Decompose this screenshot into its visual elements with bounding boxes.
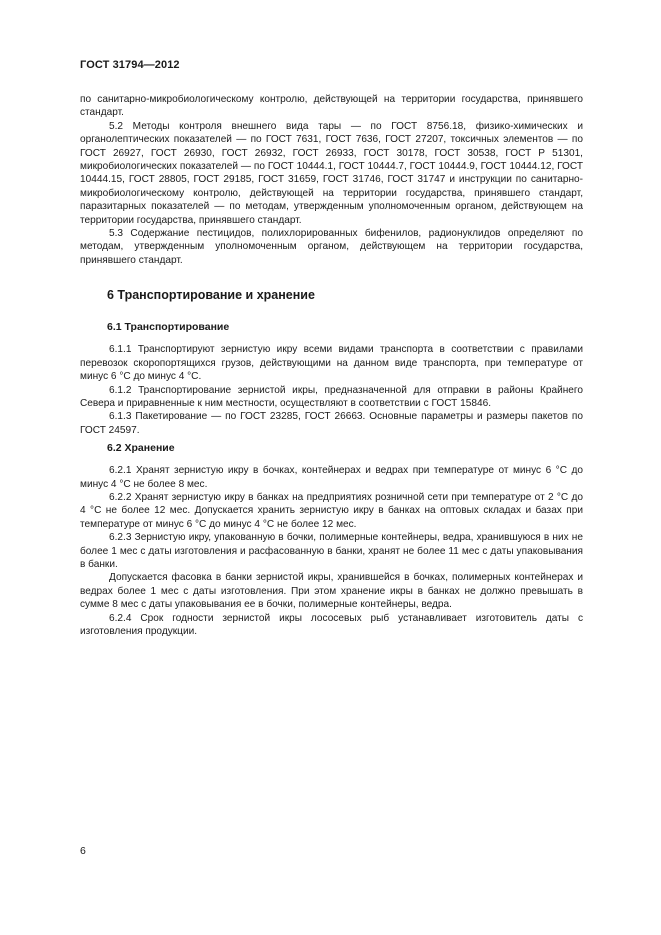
paragraph-6-2-2: 6.2.2 Хранят зернистую икру в банках на предприятиях розничной сети при температуре от 2 °С до 4 °С не более 12 мес. Допускается хранить зернистую икру в банках на оптовых складах и базах при температуре от минус 6 °С до минус 4 °С не более 12 мес.	[80, 491, 583, 530]
paragraph-6-2-1: 6.2.1 Хранят зернистую икру в бочках, контейнерах и ведрах при температуре от минус 6 °С до минус 4 °С не более 8 мес.	[80, 465, 583, 490]
page-number: 6	[80, 845, 86, 857]
paragraph-6-1-3: 6.1.3 Пакетирование — по ГОСТ 23285, ГОСТ 26663. Основные параметры и размеры пакетов по ГОСТ 24597.	[80, 411, 583, 436]
paragraph-6-1-2: 6.1.2 Транспортирование зернистой икры, предназначенной для отправки в районы Крайнего Севера и приравненные к ним местности, осуществляют в соответствии с ГОСТ 15846.	[80, 384, 583, 409]
paragraph-6-2-3: 6.2.3 Зернистую икру, упакованную в бочки, полимерные контейнеры, ведра, хранившуюся в них не более 1 мес с даты изготовления и расфасованную в банки, хранят не более 11 мес с даты упаковывания в банки.	[80, 532, 583, 570]
section-6-title: 6 Транспортирование и хранение	[107, 288, 315, 303]
paragraph-6-2-4: 6.2.4 Срок годности зернистой икры лососевых рыб устанавливает изготовитель даты с изготовления продукции.	[80, 612, 583, 637]
paragraph-5-2: 5.2 Методы контроля внешнего вида тары — по ГОСТ 8756.18, физико-химических и органолептических показателей — по ГОСТ 7631, ГОСТ 7636, ГОСТ 27207, токсичных элементов — по ГОСТ 26927, ГОСТ 26930, ГОСТ 26932, ГОСТ 26933, ГОСТ 30178, ГОСТ 30538, ГОСТ Р 51301, микробиологических показателей — по ГОСТ 10444.1, ГОСТ 10444.7, ГОСТ 10444.9, ГОСТ 10444.12, ГОСТ 10444.15, ГОСТ 28805, ГОСТ 29185, ГОСТ 31659, ГОСТ 31746, ГОСТ 31747 и инструкции по санитарно-микробиологическому контролю, действующей на территории государства, принявшего стандарт, паразитарных показателей — по методам, утвержденным уполномоченным органом, действующем на территории государства, принявшего стандарт.	[80, 120, 583, 226]
continuation-paragraph: по санитарно-микробиологическому контролю, действующей на территории государства, принявшего стандарт.	[80, 94, 583, 119]
paragraph-5-3: 5.3 Содержание пестицидов, полихлорированных бифенилов, радионуклидов определяют по методам, утвержденным уполномоченным органом, действующем на территории государства, принявшего стандарт.	[80, 228, 583, 266]
paragraph-6-2-3-note: Допускается фасовка в банки зернистой икры, хранившейся в бочках, полимерных контейнерах и ведрах более 1 мес с даты изготовления. При этом хранение икры в банках не должно превышать в сумме 8 мес с даты упаковывания ее в бочки, полимерные контейнеры, ведра.	[80, 572, 583, 611]
subsection-6-2-title: 6.2 Хранение	[107, 442, 175, 455]
paragraph-6-1-1: 6.1.1 Транспортируют зернистую икру всеми видами транспорта в соответствии с правилами перевозок скоропортящихся грузов, действующими на данном виде транспорта, при температуре от минус 6 °С до минус 4 °С.	[80, 344, 583, 383]
document-header: ГОСТ 31794—2012	[80, 59, 180, 71]
document-body	[80, 93, 583, 638]
subsection-6-1-title: 6.1 Транспортирование	[107, 321, 230, 334]
